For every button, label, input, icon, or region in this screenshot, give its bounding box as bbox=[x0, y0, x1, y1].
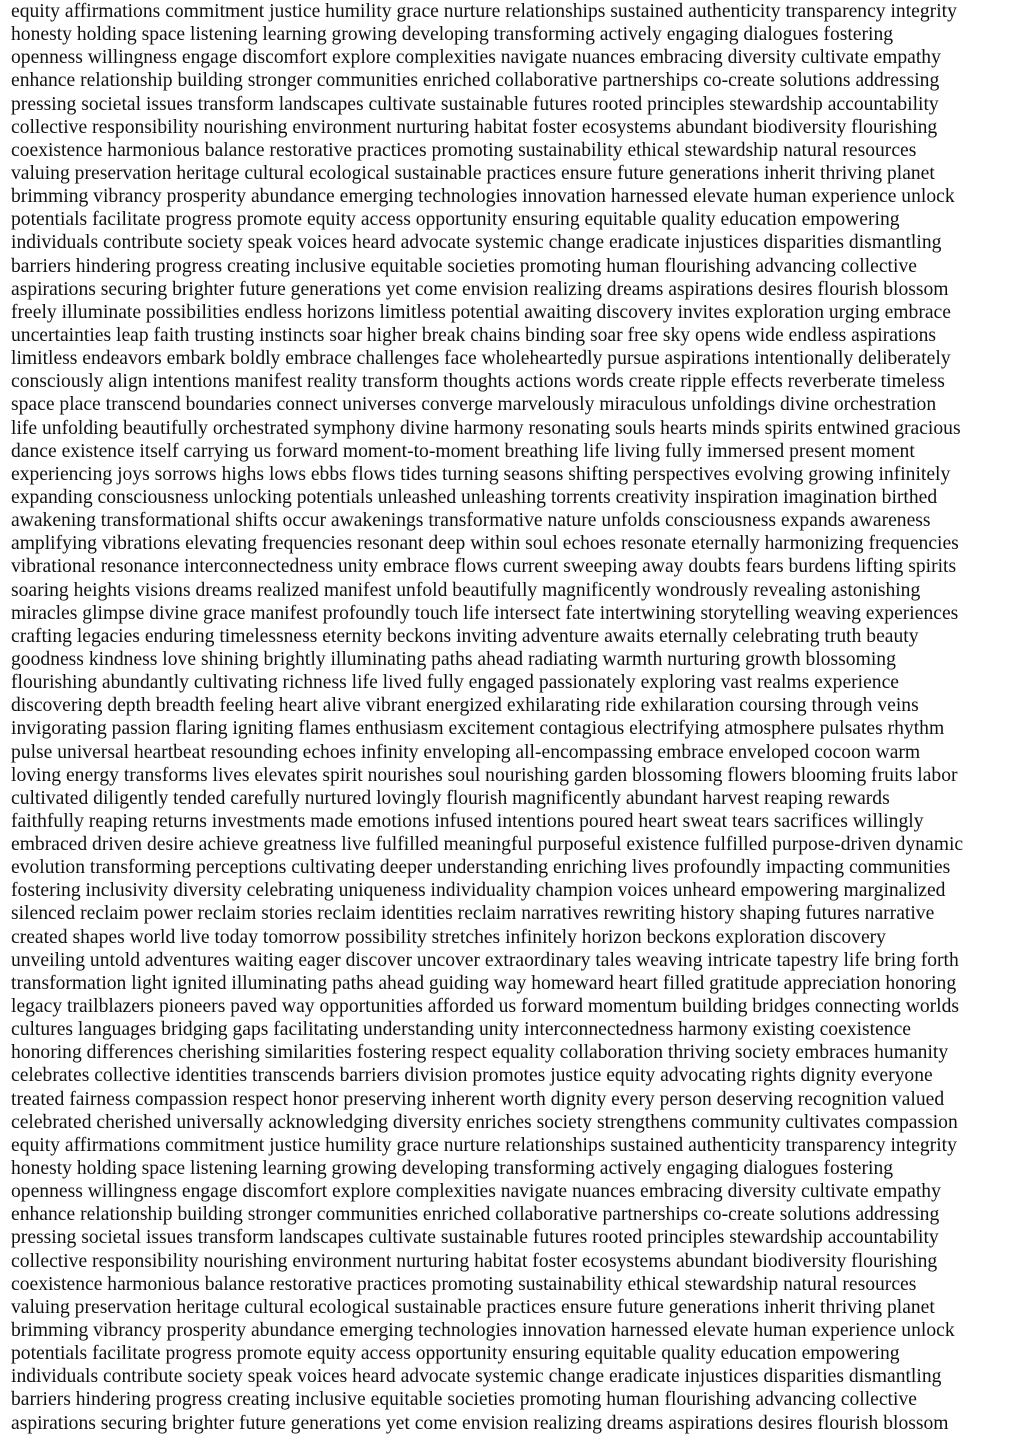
text-line: evolution transforming perceptions cultivating deeper understanding enriching lives profoundly impacting communities bbox=[11, 857, 951, 879]
text-line: miracles glimpse divine grace manifest profoundly touch life intersect fate intertwining storytelling weaving experiences bbox=[11, 602, 959, 624]
text-line: loving energy transforms lives elevates spirit nourishes soul nourishing garden blossoming flowers blooming fruits labor bbox=[11, 764, 958, 786]
text-line: faithfully reaping returns investments made emotions infused intentions poured heart sweat tears sacrifices willingly bbox=[11, 810, 924, 832]
text-line: individuals contribute society speak voices heard advocate systemic change eradicate injustices disparities dismantling bbox=[11, 1366, 942, 1388]
text-line: unveiling untold adventures waiting eager discover uncover extraordinary tales weaving intricate tapestry life bring forth bbox=[11, 949, 959, 971]
text-line: cultures languages bridging gaps facilitating understanding unity interconnectedness harmony existing coexistence bbox=[11, 1019, 911, 1041]
text-line: created shapes world live today tomorrow possibility stretches infinitely horizon beckons exploration discovery bbox=[11, 926, 886, 948]
text-line: transformation light ignited illuminating paths ahead guiding way homeward heart filled gratitude appreciation honoring bbox=[11, 972, 957, 994]
text-line: cultivated diligently tended carefully nurtured lovingly flourish magnificently abundant harvest reaping rewards bbox=[11, 787, 890, 809]
text-line: soaring heights visions dreams realized manifest unfold beautifully magnificently wondrously revealing astonishing bbox=[11, 579, 921, 601]
text-line: potentials facilitate progress promote equity access opportunity ensuring equitable quality education empowering bbox=[11, 209, 900, 231]
text-line: discovering depth breadth feeling heart alive vibrant energized exhilarating ride exhilaration coursing through veins bbox=[11, 695, 919, 717]
text-line: enhance relationship building stronger communities enriched collaborative partnerships co-create solutions addressing bbox=[11, 1204, 940, 1226]
text-line: aspirations securing brighter future generations yet come envision realizing dreams aspirations desires flourish blossom bbox=[11, 278, 949, 300]
text-line: pressing societal issues transform landscapes cultivate sustainable futures rooted principles stewardship accountability bbox=[11, 93, 939, 115]
text-line: treated fairness compassion respect honor preserving inherent worth dignity every person deserving recognition valued bbox=[11, 1088, 945, 1110]
text-line: flourishing abundantly cultivating richness life lived fully engaged passionately exploring vast realms experience bbox=[11, 672, 899, 694]
text-line: celebrated cherished universally acknowledging diversity enriches society strengthens community cultivates compassion bbox=[11, 1111, 958, 1133]
text-line: space place transcend boundaries connect universes converge marvelously miraculous unfoldings divine orchestration bbox=[11, 394, 937, 416]
text-line: fostering inclusivity diversity celebrating uniqueness individuality champion voices unheard empowering marginalized bbox=[11, 880, 946, 902]
text-line: barriers hindering progress creating inclusive equitable societies promoting human flourishing advancing collective bbox=[11, 1389, 917, 1411]
text-line: brimming vibrancy prosperity abundance emerging technologies innovation harnessed elevate human experience unlock bbox=[11, 186, 955, 208]
text-line: dance existence itself carrying us forward moment-to-moment breathing life living fully immersed present moment bbox=[11, 440, 915, 462]
text-line: collective responsibility nourishing environment nurturing habitat foster ecosystems abundant biodiversity flourishing bbox=[11, 116, 938, 138]
text-line: aspirations securing brighter future generations yet come envision realizing dreams aspirations desires flourish blossom bbox=[11, 1412, 949, 1434]
text-line: awakening transformational shifts occur awakenings transformative nature unfolds consciousness expands awareness bbox=[11, 510, 931, 532]
text-line: valuing preservation heritage cultural ecological sustainable practices ensure future generations inherit thriving planet bbox=[11, 1296, 935, 1318]
text-line: invigorating passion flaring igniting flames enthusiasm excitement contagious electrifying atmosphere pulsates rhythm bbox=[11, 718, 945, 740]
text-line: goodness kindness love shining brightly illuminating paths ahead radiating warmth nurturing growth blossoming bbox=[11, 648, 896, 670]
text-line: honesty holding space listening learning growing developing transforming actively engaging dialogues fostering bbox=[11, 1158, 894, 1180]
text-line: coexistence harmonious balance restorative practices promoting sustainability ethical stewardship natural resources bbox=[11, 1273, 917, 1295]
text-line: consciously align intentions manifest reality transform thoughts actions words create ripple effects reverberate timeless bbox=[11, 371, 945, 393]
text-line: brimming vibrancy prosperity abundance emerging technologies innovation harnessed elevate human experience unlock bbox=[11, 1320, 955, 1342]
text-line: vibrational resonance interconnectedness unity embrace flows current sweeping away doubts fears burdens lifting spirits bbox=[11, 556, 957, 578]
text-line: life unfolding beautifully orchestrated symphony divine harmony resonating souls hearts minds spirits entwined gracious bbox=[11, 417, 961, 439]
text-line: openness willingness engage discomfort explore complexities navigate nuances embracing diversity cultivate empathy bbox=[11, 47, 941, 69]
text-line: enhance relationship building stronger communities enriched collaborative partnerships co-create solutions addressing bbox=[11, 70, 940, 92]
text-line: freely illuminate possibilities endless horizons limitless potential awaiting discovery invites exploration urging embrace bbox=[11, 301, 951, 323]
text-line: uncertainties leap faith trusting instincts soar higher break chains binding soar free sky opens wide endless aspirations bbox=[11, 324, 937, 346]
text-line: experiencing joys sorrows highs lows ebbs flows tides turning seasons shifting perspectives evolving growing infinitely bbox=[11, 463, 951, 485]
text-line: expanding consciousness unlocking potentials unleashed unleashing torrents creativity inspiration imagination birthed bbox=[11, 486, 938, 508]
text-line: pulse universal heartbeat resounding echoes infinity enveloping all-encompassing embrace enveloped cocoon warm bbox=[11, 741, 921, 763]
text-line: pressing societal issues transform landscapes cultivate sustainable futures rooted principles stewardship accountability bbox=[11, 1227, 939, 1249]
text-line: coexistence harmonious balance restorative practices promoting sustainability ethical stewardship natural resources bbox=[11, 139, 917, 161]
text-line: honoring differences cherishing similarities fostering respect equality collaboration thriving society embraces humanity bbox=[11, 1042, 949, 1064]
text-line: celebrates collective identities transcends barriers division promotes justice equity advocating rights dignity everyone bbox=[11, 1065, 933, 1087]
text-line: valuing preservation heritage cultural ecological sustainable practices ensure future generations inherit thriving planet bbox=[11, 162, 935, 184]
text-line: barriers hindering progress creating inclusive equitable societies promoting human flourishing advancing collective bbox=[11, 255, 917, 277]
text-line: crafting legacies enduring timelessness eternity beckons inviting adventure awaits eternally celebrating truth beauty bbox=[11, 625, 919, 647]
text-line: equity affirmations commitment justice humility grace nurture relationships sustained authenticity transparency integrity bbox=[11, 1134, 957, 1156]
text-line: collective responsibility nourishing environment nurturing habitat foster ecosystems abundant biodiversity flourishing bbox=[11, 1250, 938, 1272]
text-line: legacy trailblazers pioneers paved way opportunities afforded us forward momentum building bridges connecting worlds bbox=[11, 996, 960, 1018]
text-line: equity affirmations commitment justice humility grace nurture relationships sustained authenticity transparency integrity bbox=[11, 1, 957, 22]
text-line: individuals contribute society speak voices heard advocate systemic change eradicate injustices disparities dismantling bbox=[11, 232, 942, 254]
text-line: embraced driven desire achieve greatness live fulfilled meaningful purposeful existence fulfilled purpose-driven dynamic bbox=[11, 834, 964, 856]
text-line: amplifying vibrations elevating frequencies resonant deep within soul echoes resonate eternally harmonizing frequencies bbox=[11, 533, 959, 555]
text-line: honesty holding space listening learning growing developing transforming actively engaging dialogues fostering bbox=[11, 24, 894, 46]
text-line: openness willingness engage discomfort explore complexities navigate nuances embracing diversity cultivate empathy bbox=[11, 1181, 941, 1203]
text-line: limitless endeavors embark boldly embrace challenges face wholeheartedly pursue aspirations intentionally deliberately bbox=[11, 348, 951, 370]
text-line: potentials facilitate progress promote equity access opportunity ensuring equitable quality education empowering bbox=[11, 1343, 900, 1365]
body-text bbox=[11, 0, 1015, 1435]
text-line: silenced reclaim power reclaim stories reclaim identities reclaim narratives rewriting history shaping futures narrative bbox=[11, 903, 935, 925]
